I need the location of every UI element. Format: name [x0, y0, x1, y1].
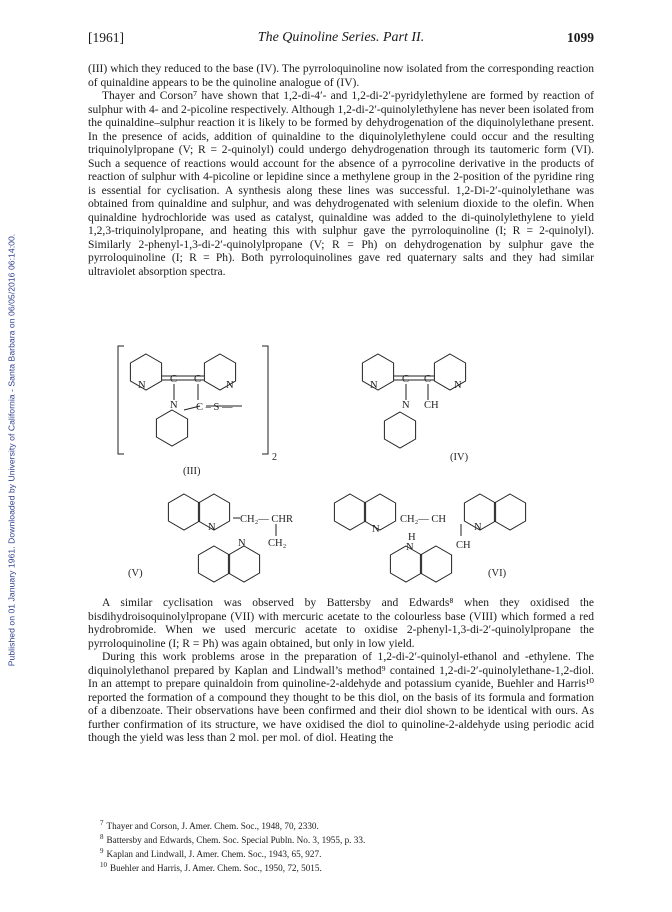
label-VI: (VI) — [488, 568, 507, 579]
atom-n: N — [406, 542, 414, 553]
paragraph: A similar cyclisation was observed by Battersby and Edwards⁸ when they oxidised the bisdihydroisoquinolylpropane (VII) with mercuric acetate to the colourless base (VIII) which formed a red hydrobromide. When we used mercuric acetate to oxidise 2-phenyl-1,3-di-2′-quinolylpropane the pyrroloquinoline (I; R = Ph) was again obtained, but only in low yield. — [88, 597, 594, 650]
label-IV: (IV) — [450, 452, 469, 463]
atom-n: N — [138, 380, 146, 391]
footnotes — [88, 818, 594, 874]
header-year: [1961] — [88, 30, 124, 45]
page-number: 1099 — [567, 30, 594, 45]
atom-n: N — [170, 400, 178, 411]
chemical-structures — [88, 342, 594, 592]
running-header — [88, 30, 594, 48]
subscript-2: 2 — [272, 452, 277, 463]
footnote: $^8$ Battersby and Edwards, Chem. Soc. Special Publn. No. 3, 1955, p. 33. — [100, 833, 366, 846]
atom-c: C — [424, 374, 432, 385]
structure-III — [118, 346, 268, 454]
paragraph: Thayer and Corson⁷ have shown that 1,2-di-4′- and 1,2-di-2′-pyridylethylene are formed by reaction of sulphur with 4- and 2-picoline respectively. Although 1,2-di-2′-quinolylethylene has never been isolated from the quinaldine–sulphur reaction it is likely to be formed by dehydrogenation of the diquinolylethane present. In the presence of acids, addition of quinaldine to the diquinolylethylene could occur and the resulting triquinolylpropane (V; R = 2-quinolyl) could undergo dehydrogenation through its tautomeric form (VI). Such a sequence of reactions would account for the absence of a pyrrocoline derivative in the products of reaction of sulphur with 4-picoline or lepidine since a methylene group in the 2-position of the pyridine ring is essential for cyclisation. A synthesis along these lines was successful. 1,2-Di-2′-quinolylethane was obtained from quinaldine and sulphur, and was dehydrogenated with selenium dioxide to the olefin. When quinaldine hydrochloride was used as catalyst, quinaldine was added to the di-quinolylethylene to yield 1,2,3-triquinolylpropane, and heating this with sulphur gave the pyrroloquinoline (I; R = 2-quinolyl). Similarly 2-phenyl-1,3-di-2′-quinolylpropane (V; R = Ph) on dehydrogenation by sulphur gave the pyrroloquinoline (I; R = Ph). Both pyrroloquinolines gave red quaternary salts and they had similar ultraviolet absorption spectra. — [88, 90, 594, 278]
atom-c: C — [402, 374, 410, 385]
footnote: $^7$ Thayer and Corson, J. Amer. Chem. Soc., 1948, 70, 2330. — [100, 819, 319, 832]
atom-n: N — [402, 400, 410, 411]
bridge-VI: CH₂— CH — [400, 514, 446, 525]
atom-n: N — [372, 524, 380, 535]
label-III: (III) — [183, 466, 201, 477]
paragraph: During this work problems arose in the preparation of 1,2-di-2′-quinolyl-ethanol and -ethylene. The diquinolylethanol prepared by Kaplan and Lindwall’s method⁹ contained 1,2-di-2′-quinolylethane-1,2-diol. In an attempt to prepare quinaldoin from quinoline-2-aldehyde and potassium cyanide, Buehler and Harris¹⁰ reported the formation of a compound they thought to be this diol, on the basis of its formula and formation of a dibenzoate. Their observations have been confirmed and their diol shown to be identical with ours. As further confirmation of its structure, we have oxidised the diol to quinoline-2-aldehyde using periodic acid though the yield was less than 2 mol. per mol. of diol. Heating the — [88, 651, 594, 744]
atom-n: N — [454, 380, 462, 391]
label-V: (V) — [128, 568, 143, 579]
structure-IV — [362, 354, 465, 448]
atom-c: C — [194, 374, 202, 385]
header-title: The Quinoline Series. Part II. — [257, 30, 425, 45]
footnote: $^{10}$ Buehler and Harris, J. Amer. Chem. Soc., 1950, 72, 5015. — [100, 861, 322, 874]
structure-V — [168, 494, 276, 582]
atom-n: N — [238, 538, 246, 549]
footnote: $^9$ Kaplan and Lindwall, J. Amer. Chem. Soc., 1943, 65, 927. — [100, 847, 322, 860]
body-text-top — [88, 63, 594, 279]
atom-c-s: C – S — — [196, 402, 233, 413]
atom-ch: CH — [456, 540, 471, 551]
atom-ch2: CH₂ — [268, 538, 287, 549]
watermark-text: Published on 01 January 1961. Downloaded by University of California - Santa Barbara on 06/05/2016 06:14:00. — [6, 233, 17, 667]
download-watermark — [4, 60, 18, 840]
body-text-bottom — [88, 597, 594, 746]
atom-n: N — [208, 522, 216, 533]
paragraph: (III) which they reduced to the base (IV). The pyrroloquinoline now isolated from the corresponding reaction of quinaldine appears to be the quinoline analogue of (IV). — [88, 63, 594, 89]
atom-n: N — [474, 522, 482, 533]
atom-c: C — [170, 374, 178, 385]
atom-n: N — [226, 380, 234, 391]
atom-n: N — [370, 380, 378, 391]
atom-ch: CH — [424, 400, 439, 411]
atom-h: H — [408, 532, 416, 543]
bridge-V: CH₂— CHR — [240, 514, 293, 525]
